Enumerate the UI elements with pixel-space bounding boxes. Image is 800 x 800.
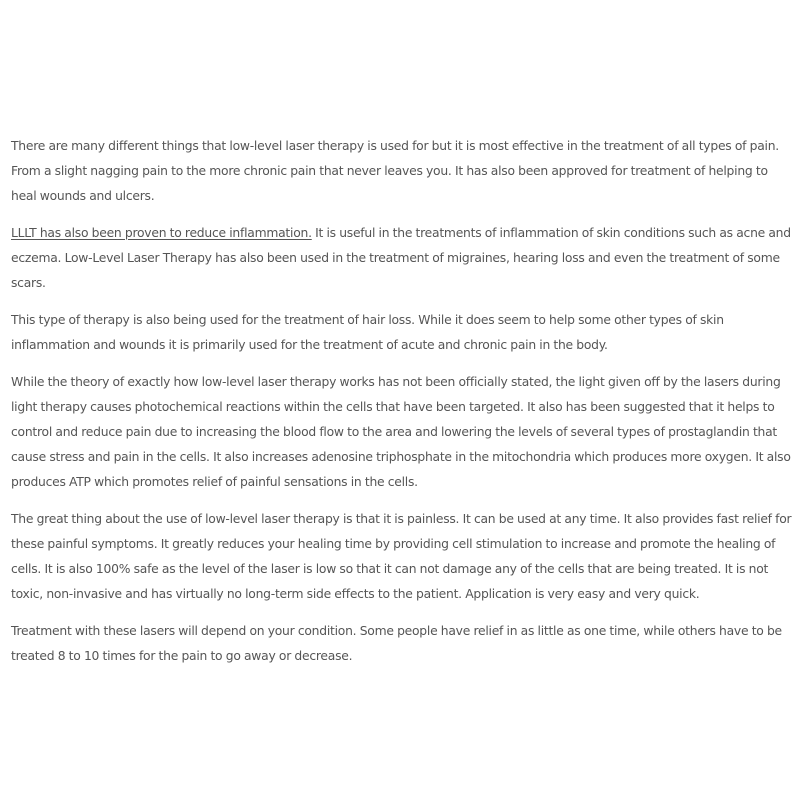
paragraph-treatment-frequency: Treatment with these lasers will depend on your condition. Some people have relief in as little as one time, while others have to be treated 8 to 10 times for the pain to go away or decrease. (11, 624, 782, 663)
paragraph-inflammation (11, 221, 793, 296)
paragraph-pain-treatment: There are many different things that low-level laser therapy is used for but it is most effective in the treatment of all types of pain. From a slight nagging pain to the more chronic pain that never leaves you. It has also been approved for treatment of helping to heal wounds and ulcers. (11, 139, 779, 203)
article-body (11, 134, 793, 681)
paragraph-inflammation-text: It is useful in the treatments of inflammation of skin conditions such as acne and eczema. Low-Level Laser Therapy has also been used in the treatment of migraines, hearing loss and even the treatment of some scars. (11, 226, 791, 290)
paragraph-hair-loss: This type of therapy is also being used for the treatment of hair loss. While it does seem to help some other types of skin inflammation and wounds it is primarily used for the treatment of acute and chronic pain in the body. (11, 313, 724, 352)
inflammation-link[interactable]: LLLT has also been proven to reduce inflammation. (11, 226, 312, 240)
paragraph-benefits: The great thing about the use of low-level laser therapy is that it is painless. It can be used at any time. It also provides fast relief for these painful symptoms. It greatly reduces your healing time by providing cell stimulation to increase and promote the healing of cells. It is also 100% safe as the level of the laser is low so that it can not damage any of the cells that are being treated. It is not toxic, non-invasive and has virtually no long-term side effects to the patient. Application is very easy and very quick. (11, 512, 792, 601)
paragraph-how-it-works: While the theory of exactly how low-level laser therapy works has not been officially stated, the light given off by the lasers during light therapy causes photochemical reactions within the cells that have been targeted. It also has been suggested that it helps to control and reduce pain due to increasing the blood flow to the area and lowering the levels of several types of prostaglandin that cause stress and pain in the cells. It also increases adenosine triphosphate in the mitochondria which produces more oxygen. It also produces ATP which promotes relief of painful sensations in the cells. (11, 375, 791, 489)
